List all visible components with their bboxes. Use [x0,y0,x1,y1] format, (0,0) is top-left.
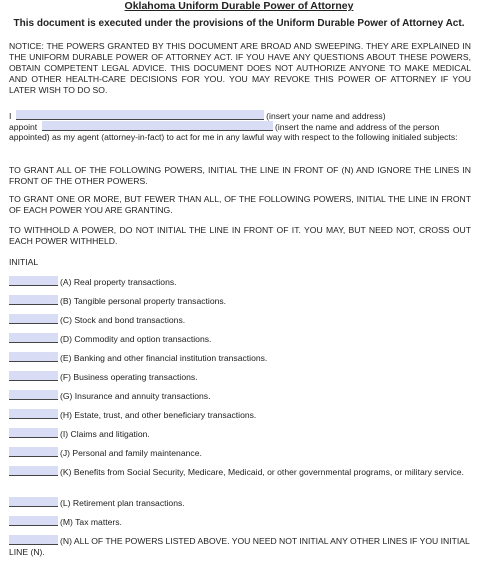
initial-field-a[interactable] [9,276,58,286]
initial-field-b[interactable] [9,295,58,305]
power-label-j: (J) Personal and family maintenance. [60,448,202,458]
power-row-i [9,428,471,440]
principal-name-field[interactable] [16,110,264,120]
power-row-n [9,535,471,558]
power-label-c: (C) Stock and bond transactions. [60,315,186,325]
instruction-withhold: TO WITHHOLD A POWER, DO NOT INITIAL THE LINE IN FRONT OF IT. YOU MAY, BUT NEED NOT, CROSS OUT EACH POWER WITHHELD. [9,225,471,246]
power-label-f: (F) Business operating transactions. [60,372,198,382]
initial-field-d[interactable] [9,333,58,343]
agent-hint: (insert the name and address of the person [274,122,440,132]
power-row-d [9,333,471,345]
initial-field-f[interactable] [9,371,58,381]
initial-field-g[interactable] [9,390,58,400]
power-row-c [9,314,471,326]
initial-field-k[interactable] [9,466,58,476]
power-label-d: (D) Commodity and option transactions. [60,334,212,344]
power-row-g [9,390,471,402]
power-label-a: (A) Real property transactions. [60,277,177,287]
initial-field-h[interactable] [9,409,58,419]
document-title: Oklahoma Uniform Durable Power of Attorney [124,0,354,12]
power-row-a [9,276,471,288]
power-row-b [9,295,471,307]
initial-field-l[interactable] [9,497,58,507]
notice-paragraph: NOTICE: THE POWERS GRANTED BY THIS DOCUMENT ARE BROAD AND SWEEPING. THEY ARE EXPLAINED IN THE UNIFORM DURABLE POWER OF ATTORNEY ACT. IF YOU HAVE ANY QUESTIONS ABOUT THESE POWERS, OBTAIN COMPETENT LEGAL ADVICE. THIS DOCUMENT DOES NOT AUTHORIZE ANYONE TO MAKE MEDICAL AND OTHER HEALTH-CARE DECISIONS FOR YOU. YOU MAY REVOKE THIS POWER OF ATTORNEY IF YOU LATER WISH TO DO SO. [9,41,471,95]
power-label-k: (K) Benefits from Social Security, Medicare, Medicaid, or other governmental programs, or military service. [60,467,464,477]
initial-field-i[interactable] [9,428,58,438]
power-label-n: (N) ALL OF THE POWERS LISTED ABOVE. YOU NEED NOT INITIAL ANY OTHER LINES IF YOU INITIAL LINE (N). [9,536,470,557]
power-label-m: (M) Tax matters. [60,517,122,527]
power-label-l: (L) Retirement plan transactions. [60,498,185,508]
power-row-k [9,466,471,478]
agent-name-field[interactable] [42,121,273,131]
power-label-e: (E) Banking and other financial institution transactions. [60,353,268,363]
instruction-grant-some: TO GRANT ONE OR MORE, BUT FEWER THAN ALL, OF THE FOLLOWING POWERS, INITIAL THE LINE IN FRONT OF EACH POWER YOU ARE GRANTING. [9,194,471,215]
document-subtitle: This document is executed under the provisions of the Uniform Durable Power of Attorney Act. [13,18,465,29]
instruction-grant-all: TO GRANT ALL OF THE FOLLOWING POWERS, INITIAL THE LINE IN FRONT OF (N) AND IGNORE THE LINES IN FRONT OF THE OTHER POWERS. [9,165,471,186]
power-row-e [9,352,471,364]
principal-hint: (insert your name and address) [266,111,386,121]
initial-field-e[interactable] [9,352,58,362]
power-label-g: (G) Insurance and annuity transactions. [60,391,211,401]
power-row-m [9,516,471,528]
power-label-i: (I) Claims and litigation. [60,429,150,439]
power-row-j [9,447,471,459]
initial-field-j[interactable] [9,447,58,457]
initial-field-n[interactable] [9,535,58,545]
power-row-f [9,371,471,383]
initial-heading: INITIAL [9,257,39,267]
power-label-h: (H) Estate, trust, and other beneficiary transactions. [60,410,257,420]
power-row-l [9,497,471,509]
agent-prefix: appoint [9,122,38,132]
agent-continuation: appointed) as my agent (attorney-in-fact) to act for me in any lawful way with respect to the following initialed subjects: [9,132,458,142]
initial-field-m[interactable] [9,516,58,526]
initial-field-c[interactable] [9,314,58,324]
principal-prefix: I [9,111,12,121]
power-row-h [9,409,471,421]
power-label-b: (B) Tangible personal property transactions. [60,296,227,306]
